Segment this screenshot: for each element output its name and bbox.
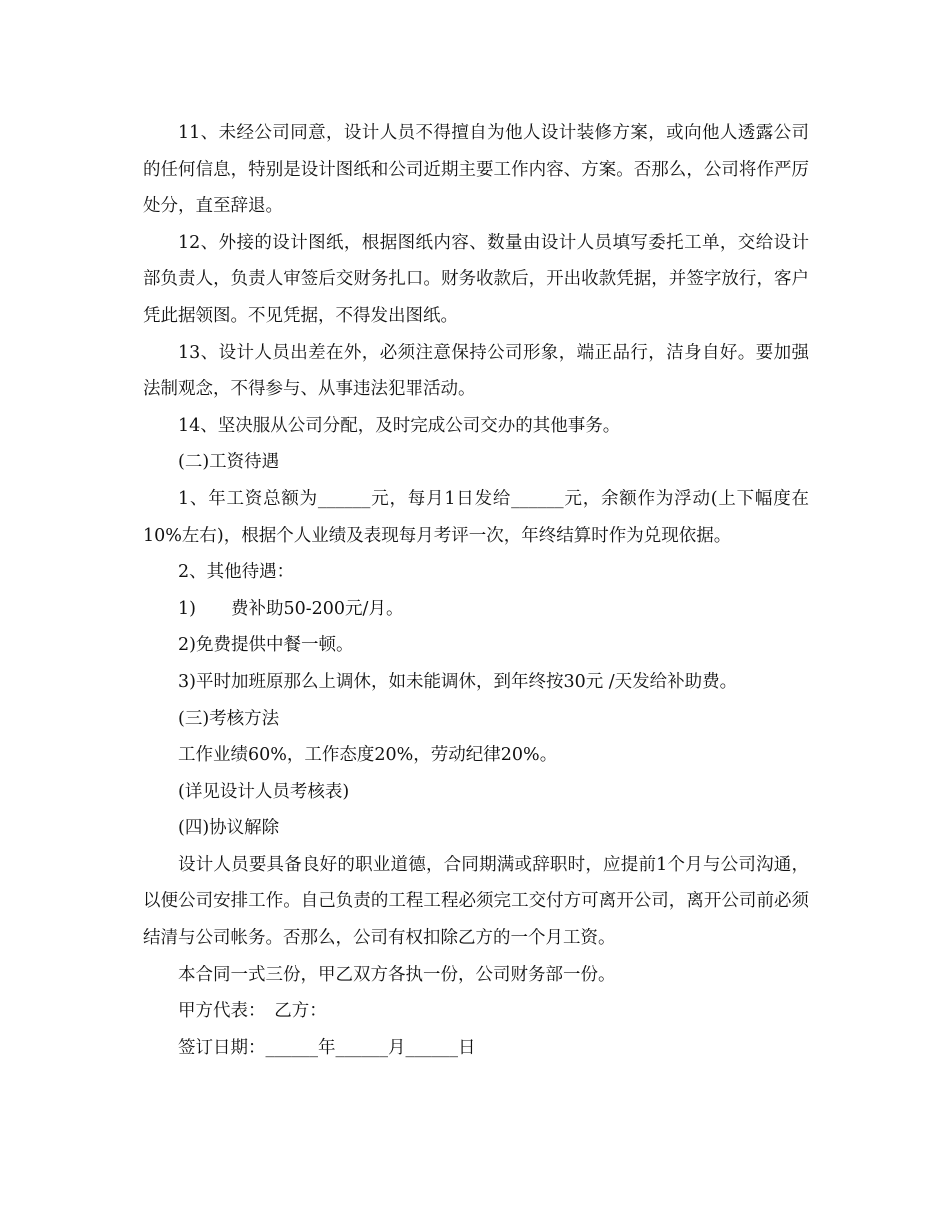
clause-11: 11、未经公司同意，设计人员不得擅自为他人设计装修方案，或向他人透露公司的任何信息，特别是设计图纸和公司近期主要工作内容、方案。否那么，公司将作严厉处分，直至辞退。 bbox=[143, 123, 809, 217]
benefit-item-1: 1) 费补助50-200元/月。 bbox=[178, 598, 404, 619]
benefit-item-2: 2)免费提供中餐一顿。 bbox=[178, 635, 354, 656]
signature-line: 甲方代表： 乙方： bbox=[178, 1001, 327, 1022]
salary-item-2: 2、其他待遇： bbox=[178, 562, 295, 583]
benefit-item-3: 3)平时加班原那么上调休，如未能调休，到年终按30元 /天发给补助费。 bbox=[178, 671, 738, 692]
document-body bbox=[143, 115, 809, 1066]
clause-12: 12、外接的设计图纸，根据图纸内容、数量由设计人员填写委托工单，交给设计部负责人，负责人审签后交财务扎口。财务收款后，开出收款凭据，并签字放行，客户凭此据领图。不见凭据，不得发出图纸。 bbox=[143, 232, 809, 326]
termination-text: 设计人员要具备良好的职业道德，合同期满或辞职时，应提前1个月与公司沟通，以便公司安排工作。自己负责的工程工程必须完工交付方可离开公司，离开公司前必须结清与公司帐务。否那么，公司有权扣除乙方的一个月工资。 bbox=[143, 854, 809, 949]
clause-13: 13、设计人员出差在外，必须注意保持公司形象，端正品行，洁身自好。要加强法制观念，不得参与、从事违法犯罪活动。 bbox=[143, 342, 809, 400]
signing-date-line: 签订日期：______年______月______日 bbox=[178, 1037, 476, 1058]
assessment-weights: 工作业绩60%，工作态度20%，劳动纪律20%。 bbox=[178, 745, 558, 766]
section-heading-assessment: (三)考核方法 bbox=[178, 708, 280, 729]
copies-note: 本合同一式三份，甲乙双方各执一份，公司财务部一份。 bbox=[178, 964, 616, 985]
clause-14: 14、坚决服从公司分配，及时完成公司交办的其他事务。 bbox=[178, 415, 621, 436]
section-heading-termination: (四)协议解除 bbox=[178, 818, 280, 839]
salary-item-1: 1、年工资总额为______元，每月1日发给______元，余额作为浮动(上下幅度在10%左右)，根据个人业绩及表现每月考评一次，年终结算时作为兑现依据。 bbox=[143, 488, 809, 546]
section-heading-salary: (二)工资待遇 bbox=[178, 452, 280, 473]
assessment-note: (详见设计人员考核表) bbox=[178, 781, 350, 802]
